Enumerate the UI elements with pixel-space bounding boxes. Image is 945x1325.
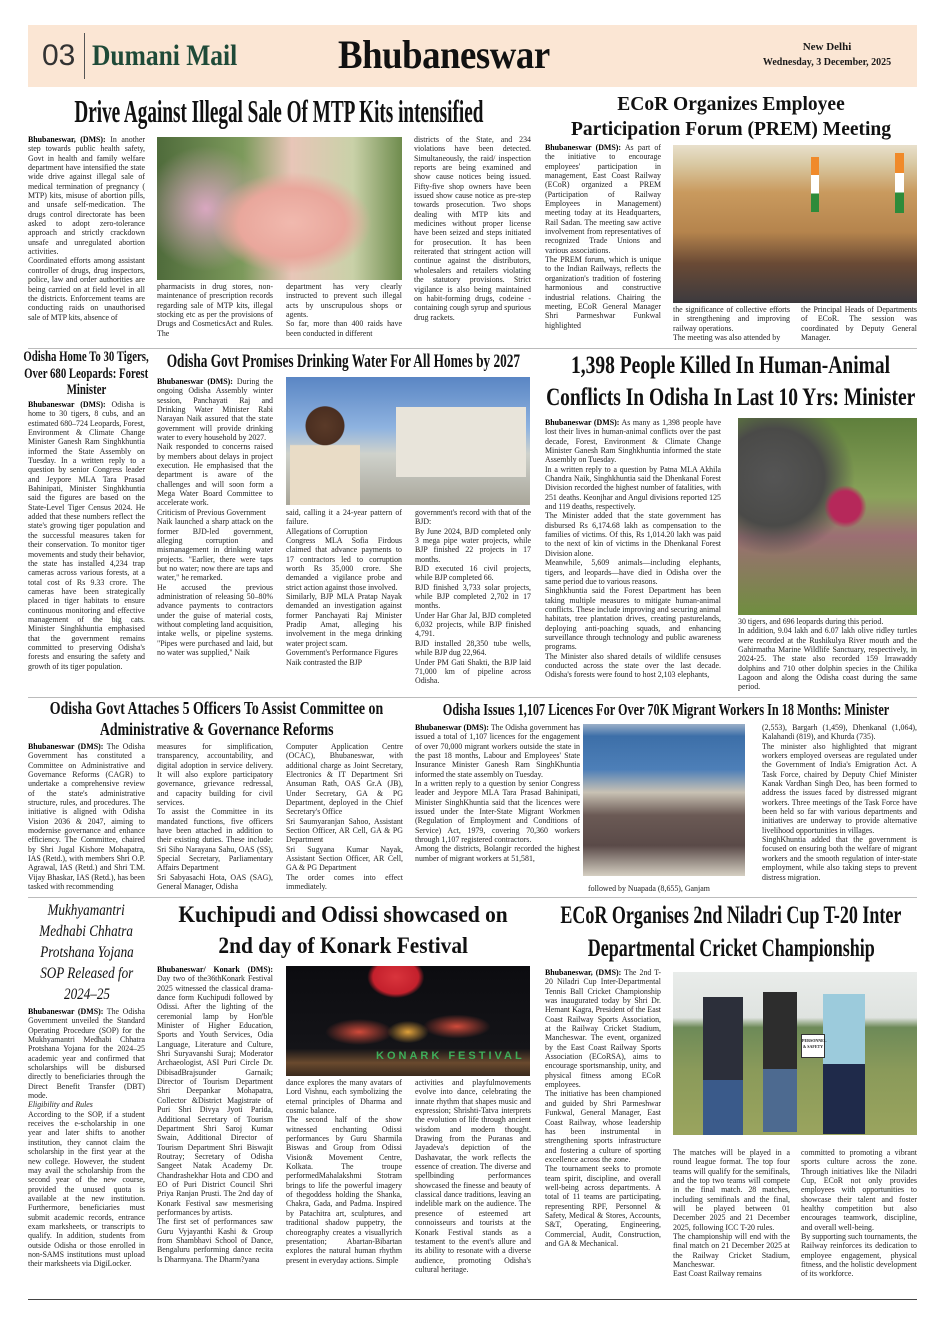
- article-column: committed to promoting a vibrant sports culture across the zone. Through initiatives like the Niladri Cup, ECoR not only provides employees with opportunities to showcase their talent and foster healthy competition but also encourages teamwork, discipline, and overall well-being. By supporting such tournaments, the Railway reinforces its dedication to employee engagement, physical fitness, and the holistic development of its workforce.: [801, 1148, 917, 1279]
- elephant-conflict-photo: [738, 418, 917, 615]
- article-column: government's record with that of the BJD: By June 2024, BJD completed only 3 mega pipe water projects, while BJP finished 22 projects in 17 months. BJD executed 16 civil projects, while BJP completed 66. BJD finished 3,733 solar projects, while BJP completed 2,702 in 17 months. Under Har Ghar Jal, BJD completed 6,032 projects, while BJP finished 4,791. BJD installed 28,350 tube wells, while BJP dug 22,964. Under PM Gati Shakti, the BJP laid 71,000 km of pipeline across Odisha.: [415, 508, 531, 686]
- body-text: Day two of the36thKonark Festival 2025 witnessed the classical drama-dance form Kuchipudi followed by Odissi. After the lighting of the ceremonial lamp by Hon'ble Minister of Higher Education, Sports and Youth Services, Odia Language, Literature and Culture, Shri Suryavanshi Suraj; Moderator Archaeologist, ASI Puri Circle Dr. DibisadBrajsunder Garnaik; Director of Tourism Department Shri Deepankar Mohapatra, Collector &District Magistrate of Puri Shri Divya Jyoti Parida, Additional Secretary of Tourism Department Shri Saroj Kumar Swain, Additional Director of Tourism Department Shri Biswajit Routray; Secretary of Odisha Sangeet Natak Academy Dr. Chandrashekhar Hota and CDO and EO of Puri District Council Shri Priya Ranjan Prusti. The 2nd day of Konark Festival saw mesmerising performances by artists. The first set of performances saw Guru Vyjayanthi Kashi & Group from Shambhavi School of Dance, Bengaluru performing dance recita ls Dharmyana. The Dharm?yana: [157, 974, 273, 1264]
- article-column: The matches will be played in a round league format. The top four teams will qualify for the semifinals, and the top two teams will compete in the final match. 28 matches, including semifinals and the final, will be played between 01 December 2025 and 21 December 2025, following ICC T-20 rules. The championship will end with the final match on 21 December 2025 at the Railway Cricket Stadium, Mancheswar. East Coast Railway remains: [673, 1148, 790, 1279]
- divider: [28, 348, 917, 349]
- section-title: Bhubaneswar: [338, 32, 550, 77]
- article-column: [415, 723, 580, 895]
- flag-icon: [811, 157, 819, 212]
- headline: [28, 698, 405, 740]
- pregnancy-photo: [157, 137, 402, 280]
- article-column: districts of the State, and 234 violations have been detected. Simultaneously, the raid/ inspection reports are being examined and show cause notices being issued. Fifty-five shop owners have been issued show cause notice as pre-step towards prosecution. Two shops dealing with MTP kits and medicines without proper license have been seized and steps initiated for prosecution. It has been reiterated that stringent action will continue against the distributors, wholesalers and retailers violating the statutory provisions. Strict vigilance is also being maintained on habit-forming drugs, codeine - containing cough syrup and spurious drug rackets.: [414, 135, 531, 322]
- migrant-workers-photo: [583, 724, 745, 876]
- article-column: [28, 742, 145, 895]
- dateline: Bhubaneswar (DMS):: [28, 1007, 104, 1016]
- article-column: the Principal Heads of Departments of ECoR. The session was coordinated by Deputy General Manager.: [801, 305, 917, 343]
- article-column: activities and playfulmovements evolve into dance, celebrating the innate rhythm that shapes music and expression; Shrishti-Tatva interprets the evolution of life through ancient wisdom and modern thought. Drawing from the Puranas and Jayadeva's depiction of the Dashavatar, the work reflects the essence of creation. The diverse and spellbinding performances showcased the finesse and beauty of classical dance traditions, leaving an indelible mark on the audience. The presence of esteemed art connoisseurs and tourists at the Konark Festival stands as a testament to the event's allure and its ability to resonate with a diverse audience, promoting Odisha's cultural heritage.: [415, 1078, 531, 1274]
- headline-line: Administrative & Governance Reforms: [99, 719, 334, 739]
- person-figure: [703, 997, 743, 1135]
- headline-line: Odisha Govt Attaches 5 Officers To Assist Committee on: [49, 698, 384, 718]
- headline-line: Departmental Cricket Championship: [587, 935, 875, 962]
- headline-line: Protshana Yojana: [39, 943, 134, 961]
- article-column: 30 tigers, and 696 leopards during this period. In addition, 9.04 lakh and 6.07 lakh olive ridley turtles were recorded at the Rushikulya River mouth and the Gahirmatha Marine Wildlife Sanctuary, respectively, in 2024-25. The state also recorded 159 Irrawaddy dolphins and 710 other dolphin species in the Chilika Lagoon and along the Odisha coast during the same period.: [738, 617, 917, 692]
- headline: [157, 350, 530, 374]
- cricket-inauguration-photo: [673, 972, 917, 1135]
- headline-line: Over 680 Leopards: Forest: [24, 365, 149, 382]
- dateline: Bhubaneswar (DMS):: [545, 143, 622, 152]
- article-column: followed by Nuapada (8,655), Ganjam: [588, 884, 710, 893]
- headline: [545, 899, 917, 965]
- article-column: [28, 400, 145, 695]
- team-placard: PERSONNEL & SAFETY: [801, 1034, 825, 1058]
- body-text: The Odisha Government has constituted a Committee on Administrative and Governance Reforms (CAGR) to undertake a comprehensive review of the state's administrative structure, rules, and procedures. The initiative is aligned with Odisha Vision 2036 & 2047, aiming to modernise governance and enhance efficiency. The Committee, chaired by Shri Jugal Kishore Mohapatra, IAS (Retd.), with members Shri O.P. Agrawal, IAS (Retd.) and Shri T.M. Vijay Bhaskar, IAS (Retd.), has been tasked with recommending: [28, 742, 145, 892]
- newspaper-brand: Dumani Mail: [92, 39, 238, 72]
- article-column: said, calling it a 24-year pattern of failure. Allegations of Corruption Congress MLA Sofia Firdous claimed that advance payments to 17 contractors led to corruption worth Rs 35,000 crore. She demanded a vigilance probe and strict action against those involved. Similarly, BJP MLA Pratap Nayak demanded an investigation against former Panchayati Raj Minister Pradip Amat, alleging his involvement in the mega drinking water project scam. Government's Performance Figures Naik contrasted the BJP: [286, 508, 402, 667]
- headline-line: 2024–25: [63, 985, 110, 1003]
- body-text: In another step towards public health safety, Govt in health and family welfare department have intensified the state wide drive against illegal sale of medical termination of pregnancy ( MTP) kits, misuse of abortion pills, and unsafe self-medication. The drugs control directorate has been asked to adopt zero-tolerance approach and strictly crackdown unsafe and unregulated abortion activities. Coordinated efforts among assistant controller of drugs, drug inspectors, police, law and order authorities are being carried on at field level in all the districts. Enforcement teams are conducting raids on unauthorised sale of MTP kits, absence of: [28, 135, 145, 322]
- masthead-divider: [84, 33, 85, 79]
- article-column: (2,553), Bargarh (1,459), Dhenkanal (1,064), Kalahandi (819), and Khurda (735). The minister also highlighted that migrant workers employed overseas are regulated under the Government of India's Emigration Act. A Task Force, chaired by Deputy Chief Minister Kanak Vardhan Singh Deo, has been formed to address the issues faced by distressed migrant workers. Three meetings of the Task Force have been held so far with various departments and initiatives are underway to provide alternative livelihood opportunities in villages. SinghKhuntia added that the government is focused on ensuring both the welfare of migrant workers and the smooth regulation of inter-state employment, while also taking steps to prevent distress migration.: [762, 723, 917, 882]
- headline-line: ECoR Organises 2nd Niladri Cup T-20 Inter: [560, 902, 902, 929]
- body-text: Odisha is home to 30 tigers, 8 cubs, and an estimated 680–724 Leopards, Forest, Environment & Climate Change Minister Ganesh Ram Singhkhuntia informed the State Assembly on Tuesday. In a written reply to a question by senior Congress leader and Jeypore MLA Tara Prasad Bahinipati, Minister Singhkhuntia said the figures are based on the State-Level Tiger Census 2024. He added that these numbers reflect the state's growing tiger population and the successful measures taken for their conservation. To monitor tiger movements and study their behavior, the state has installed 4,234 trap cameras across various forests, at a total cost of Rs 9.33 crore. The cameras have been strategically placed in tiger habitats to ensure continuous monitoring and effective management of the big cats. Minister Singhkhuntia emphasised that the government remains committed to preserving Odisha's forests and ensuring the safety and growth of its tiger population.: [28, 400, 145, 671]
- edition-place: New Delhi: [802, 41, 852, 53]
- headline: [415, 699, 917, 720]
- headline-text: Odisha Issues 1,107 Licences For Over 70K Migrant Workers In 18 Months: Minister: [442, 699, 890, 719]
- headline: [28, 92, 530, 130]
- article-column: dance explores the many avatars of Lord Vishnu, each symbolizing the eternal principles of Dharma and cosmic balance. The second half of the show witnessed enchanting Odissi performances by Guru Sharmila Biswas and Group from Odissi Vision& Movement Centre, Kolkata. The troupe performedMahalakshmi Stotram brings to life the powerful imagery of thegoddess holding the Shanka, Chakra, Gada, and Padma. Inspired by Patachitra art, sculptures, and traditional shadow puppetry, the choreography creates a visuallyrich presentation; Abartan-Bibartan explores the natural human rhythm present in everyday actions. Simple: [286, 1078, 402, 1265]
- minister-figure: [290, 395, 360, 505]
- dateline: Bhubaneswar (DMS):: [545, 418, 620, 427]
- dateline: Bhubaneswar (DMS):: [157, 377, 233, 386]
- article-column: [157, 965, 273, 1295]
- person-figure: [823, 994, 865, 1134]
- article-column: [545, 968, 661, 1295]
- edition-date: Wednesday, 3 December, 2025: [762, 57, 892, 68]
- dateline: Bhubaneswar, (DMS):: [28, 135, 106, 144]
- article-column: pharmacists in drug stores, non-maintenance of prescription records regarding sale of MTP kits, illegal stocking etc as per the provisions of Drugs and CosmeticsAct and Rules. The: [157, 282, 273, 338]
- headline-line: 1,398 People Killed In Human-Animal: [571, 352, 891, 379]
- headline-line: SOP Released for: [39, 964, 134, 982]
- dateline: Bhubaneswar/ Konark (DMS):: [157, 965, 273, 974]
- headline-text: Drive Against Illegal Sale Of MTP Kits intensified: [74, 92, 484, 129]
- headline: [545, 92, 917, 142]
- headline-line: Odisha Home To 30 Tigers,: [23, 349, 150, 366]
- person-figure: [763, 992, 797, 1132]
- minister-photo: [286, 377, 530, 505]
- headline-line: ECoR Organizes Employee: [617, 94, 845, 115]
- article-column: department has very clearly instructed to prevent such illegal acts by unscrupulous shops or agents. So far, more than 400 raids have been conducted in different: [286, 282, 402, 338]
- body-text: As many as 1,398 people have lost their lives in human-animal conflicts over the past decade, Forest, Environment & Climate Change Minister Ganesh Ram Singhkhuntia informed the state Assembly on Tuesday. In a written reply to a question by Patna MLA Akhila Chandra Naik, Singhkhuntia said the Dhenkanal Forest Division recorded the highest number of fatalities, with 251 deaths. Keonjhar and Angul divisions reported 125 and 119 deaths, respectively. The Minister added that the state government has disbursed Rs 6,174.68 lakh as compensation to the families of victims. Of this, Rs 1,014.20 lakh was paid to the next of kin of victims in the Dhenkanal Forest Division alone. Meanwhile, 5,609 animals—including elephants, tigers, and leopards—have died in Odisha over the same period due to various reasons. Singhkhuntia said the Forest Department has been taking multiple measures to mitigate human-animal conflicts. These include improving and securing animal habitats, tree plantation drives, creating pasturelands, deploying anti-poaching squads, and enhancing surveillance through technology and public awareness programs. The Minister also shared details of wildlife censuses conducted across the state over the last decade. Odisha's forests were found to host 2,103 elephants,: [545, 418, 721, 680]
- headline-line: Kuchipudi and Odissi showcased on: [178, 902, 509, 927]
- article-column: measures for simplification, transparency, accountability, and digital adoption in service delivery. It will also explore participatory governance, grievance redressal, and capacity building for civil services. To assist the Committee in its mandated functions, five officers have been attached in addition to their existing duties. These include: Sri Siho Narayana Sahu, OAS (SS), Special Secretary, Parliamentary Affairs Department Sri Sabyasachi Hota, OAS (SAG), General Manager, Odisha: [157, 742, 273, 892]
- headline-line: Participation Forum (PREM) Meeting: [570, 119, 892, 140]
- headline-text: Odisha Govt Promises Drinking Water For All Homes by 2027: [166, 351, 521, 372]
- page-bottom-rule: [28, 1299, 917, 1300]
- article-column: [28, 135, 145, 347]
- article-column: [157, 377, 273, 695]
- body-text: The Odisha Government unveiled the Standard Operating Procedure (SOP) for the Mukhyamantri Medhabi Chhatra Protshana Yojana for the 2024–25 academic year and confirmed that scholarships will be disbursed directly to beneficiaries through the Direct Benefit Transfer (DBT) mode.: [28, 1007, 145, 1101]
- headline: [545, 350, 917, 414]
- headline-line: Minister: [66, 382, 107, 399]
- divider: [28, 897, 917, 898]
- building: [396, 407, 526, 477]
- headline-line: Medhabi Chhatra: [39, 922, 134, 940]
- article-column: the significance of collective efforts in strengthening and improving railway operations. The meeting was also attended by: [673, 305, 790, 343]
- masthead: [28, 25, 917, 87]
- body-text: The Odisha government has issued a total of 1,107 licences for the engagement of over 70,000 migrant workers outside the state in the past 18 months, Labour and Employees' State Insurance Minister Ganesh Ram SinghKhuntia informed the state assembly on Tuesday. In a written reply to a question by senior Congress leader and Jeypore MLA Tara Prasad Bahinipati, Minister SinghKhuntia said that the licences were issued under the Inter-State Migrant Workmen (Regulation of Employment and Conditions of Service) Act, 1979, covering 70,360 workers through 1,107 registered contractors. Among the districts, Bolangir recorded the highest number of migrant workers at 51,581,: [415, 723, 580, 863]
- flag-icon: [895, 153, 904, 213]
- meeting-photo: [673, 145, 917, 303]
- headline-line: Conflicts In Odisha In Last 10 Yrs: Minister: [546, 384, 916, 411]
- headline: [157, 899, 530, 961]
- stage-banner: KONARK FESTIVAL: [376, 1050, 525, 1062]
- article-column: [28, 1007, 145, 1295]
- article-column: [545, 418, 721, 695]
- article-column: [545, 143, 661, 347]
- article-column: Computer Application Centre (OCAC), Bhubaneswar, with additional charge as Joint Secretary, Electronics & IT Department Sri Ansuman Rath, OAS Gr.A (JB), Under Secretary, GA & PG Department, deployed in the Chief Secretary's Office Sri Saumyaranjan Sahoo, Assistant Section Officer, AR Cell, GA & PG Department Sri Sugyana Kumar Nayak, Assistant Section Officer, AR Cell, GA & PG Department The order comes into effect immediately.: [286, 742, 403, 892]
- page-number: 03: [42, 39, 76, 72]
- body-text: According to the SOP, if a student receives the e-scholarship in one year and later shifts to another institution, they cannot claim the scholarship in the first year at the new college. However, the student may avail the scholarship from the second year of the new course, provided the unused quota is available at the new institution. Furthermore, beneficiaries must submit academic records, entrance exam marksheets, or transcripts to qualify. In addition, students from outside Odisha or those enrolled in non-SAMS institutions must upload their marksheets via DigiLocker.: [28, 1109, 145, 1269]
- headline: [28, 899, 145, 1005]
- body-text: As part of the initiative to encourage employees' participation in management, East Coast Railway (ECoR) organized a PREM (Participation of Railway Employees in Management) meeting today at its Headquarters, Rail Sadan. The meeting saw active involvement from representatives of recognized Trade Unions and various associations. The PREM forum, which is unique to the Indian Railways, reflects the organization's tradition of fostering harmonious and constructive industrial relations. Chairing the meeting, ECoR General Manager Shri Parmeshwar Funkwal highlighted: [545, 143, 661, 330]
- dateline: Bhubaneswar (DMS):: [415, 723, 489, 732]
- headline-line: Mukhyamantri: [47, 901, 126, 919]
- headline-line: 2nd day of Konark Festival: [218, 933, 469, 958]
- body-text: During the ongoing Odisha Assembly winter session, Panchayati Raj and Drinking Water Minister Rabi Narayan Naik assured that the state government will provide drinking water to every household by 2027. Naik responded to concerns raised by members about delays in project execution. He emphasised that the department is aware of the challenges and will soon form a Mega Water Board Committee to accelerate work. Criticism of Previous Government Naik launched a sharp attack on the former BJD-led government, alleging corruption and mismanagement in drinking water projects. "Earlier, there were taps but no water; now there are taps and water," he remarked. He accused the previous administration of releasing 50–80% advance payments to contractors under the guise of material costs, without completing land acquisition, intake wells, or pipeline systems. "Pipes were purchased and laid, but no water was supplied," Naik: [157, 377, 273, 657]
- body-text: The 2nd T-20 Niladri Cup Inter-Departmental Tennis Ball Cricket Championship was inaugurated today by Shri Dr. Hemant Kagra, President of the East Coast Railway Sports Association, at the Railway Cricket Stadium, Mancheswar. The event, organized by the East Coast Railway Sports Association (ECoRSA), aims to encourage sportsmanship, unity, and physical fitness among ECoR employees. The initiative has been championed and guided by Shri Parmeshwar Funkwal, General Manager, East Coast Railway, whose leadership has been instrumental in strengthening sports infrastructure and fostering a culture of sporting excellence across the zone. The tournament seeks to promote team spirit, discipline, and overall well-being across departments. A total of 11 teams are participating, representing RPF, Personnel & Safety, Medical & Stores, Accounts, S&T, Operating, Engineering, Commercial, Audit, Construction, and GA & Mechanical.: [545, 968, 661, 1248]
- dateline: Bhubaneswar (DMS):: [28, 400, 106, 409]
- dateline: Bhubaneswar (DMS):: [28, 742, 104, 751]
- subheading: Eligibility and Rules: [28, 1100, 93, 1110]
- headline: [23, 349, 150, 399]
- dateline: Bhubaneswar, (DMS):: [545, 968, 622, 977]
- dance-performance-photo: [286, 966, 530, 1076]
